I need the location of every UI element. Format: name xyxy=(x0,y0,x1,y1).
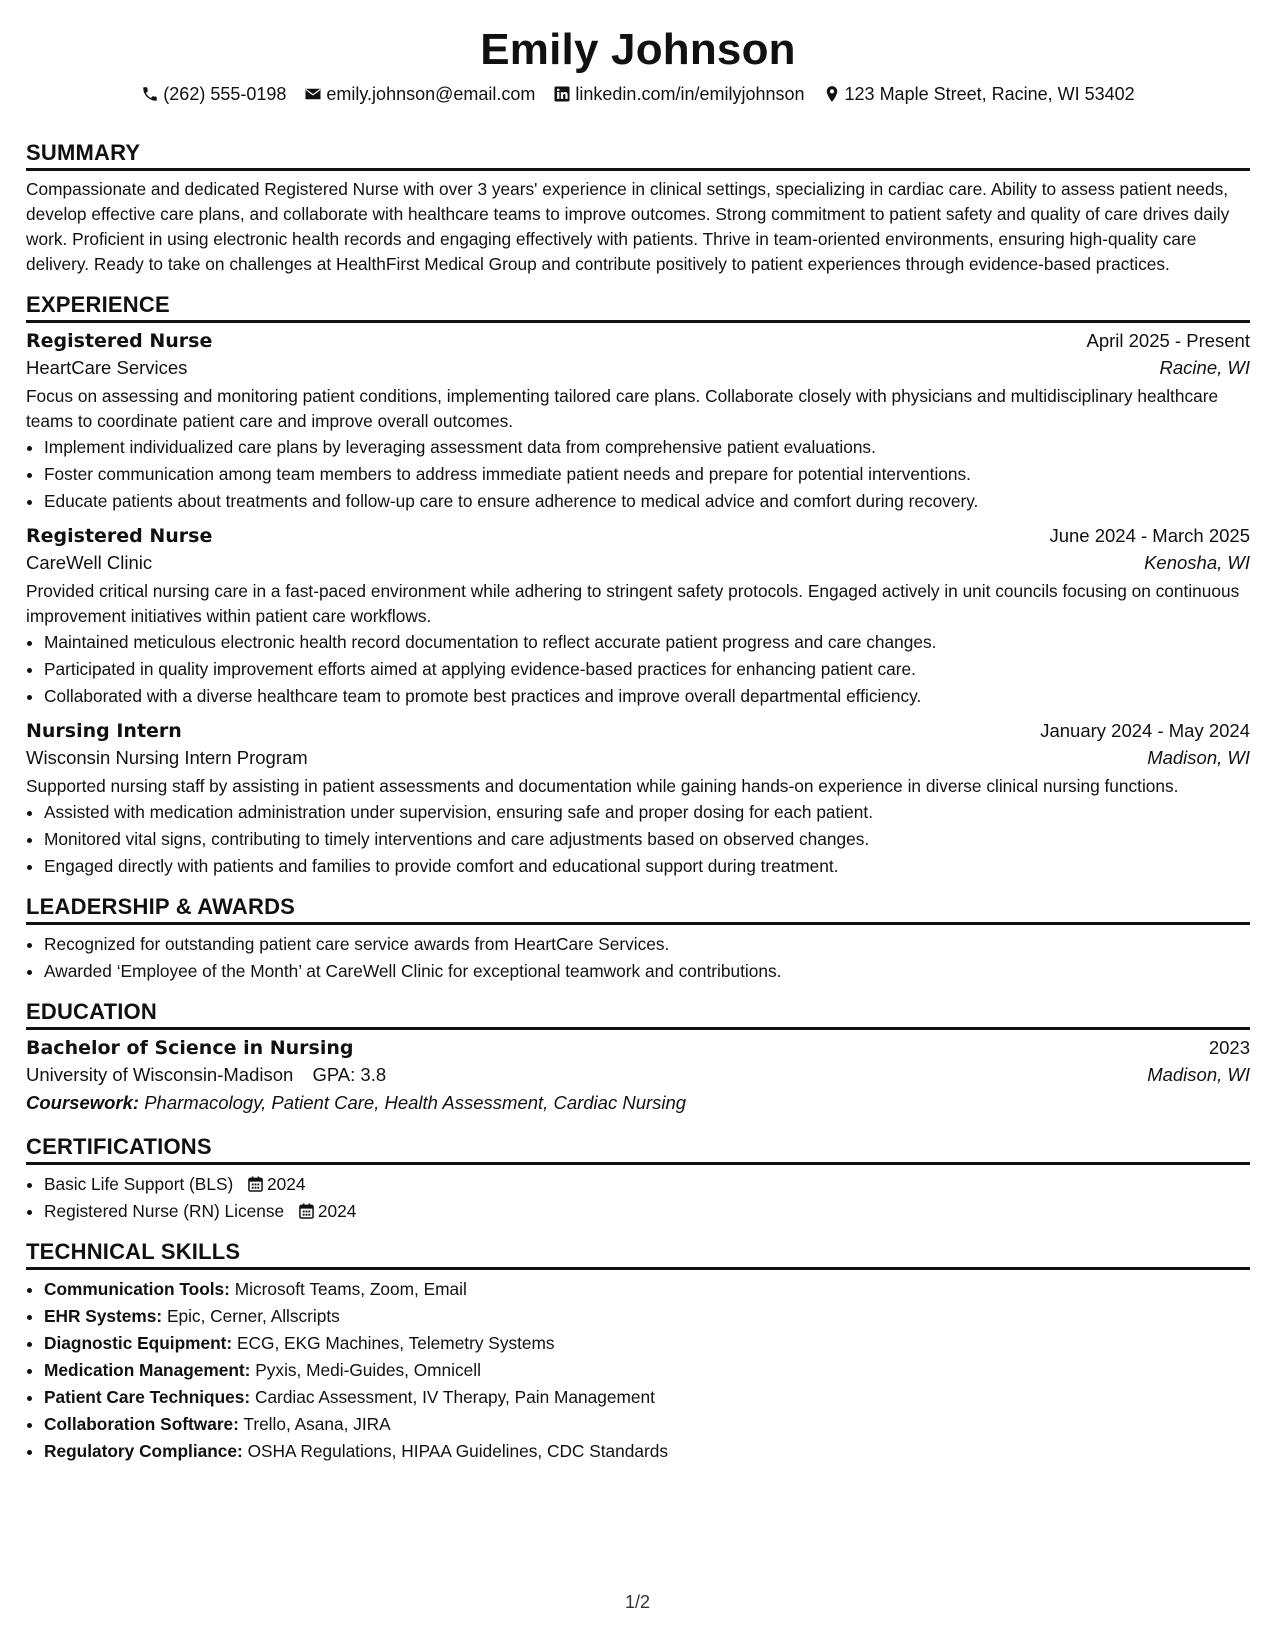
map-pin-icon xyxy=(823,85,841,103)
contact-phone[interactable] xyxy=(141,84,286,105)
entry-header xyxy=(26,330,1250,352)
list-item xyxy=(44,1198,1250,1225)
section-title-experience: EXPERIENCE xyxy=(26,290,1250,323)
list-item xyxy=(44,1411,1250,1438)
page-number: 1/2 xyxy=(624,1592,651,1612)
school-location: Madison, WI xyxy=(1147,1064,1250,1085)
job-organization: Wisconsin Nursing Intern Program xyxy=(26,747,308,768)
skills-list xyxy=(26,1276,1250,1465)
certification-name: Basic Life Support (BLS) xyxy=(44,1174,234,1194)
list-item: • Engaged directly with patients and families to provide comfort and educational support during treatment. xyxy=(44,853,1250,880)
list-item: • Recognized for outstanding patient care service awards from HeartCare Services. xyxy=(44,931,1250,958)
job-organization: CareWell Clinic xyxy=(26,552,153,573)
job-description: Supported nursing staff by assisting in patient assessments and documentation while gaining hands-on experience in diverse clinical nursing functions. xyxy=(26,776,1179,796)
skill-value: Microsoft Teams, Zoom, Email xyxy=(234,1279,467,1299)
skill-label: Communication Tools: xyxy=(44,1279,230,1299)
list-item xyxy=(44,1384,1250,1411)
list-item xyxy=(44,1330,1250,1357)
contact-address xyxy=(823,84,1135,105)
graduation-year: 2023 xyxy=(1208,1037,1250,1058)
list-item xyxy=(44,1276,1250,1303)
skill-value: Trello, Asana, JIRA xyxy=(243,1414,391,1434)
email-text: emily.johnson@email.com xyxy=(326,83,536,104)
list-item: • Collaborated with a diverse healthcare team to promote best practices and improve overall departmental efficiency. xyxy=(44,683,1250,710)
entry-subheader xyxy=(26,552,1250,574)
certification-name: Registered Nurse (RN) License xyxy=(44,1201,285,1221)
job-bullets xyxy=(26,629,1250,710)
list-item: • Educate patients about treatments and follow-up care to ensure adherence to medical advice and comfort during recovery. xyxy=(44,488,1250,515)
calendar-icon xyxy=(248,1176,263,1192)
job-description: Focus on assessing and monitoring patient conditions, implementing tailored care plans. Collaborate closely with physicians and multidisciplinary healthcare teams to coordinate patient care and improve overall outcomes. xyxy=(26,386,1219,431)
job-location: Racine, WI xyxy=(1159,357,1250,378)
linkedin-icon xyxy=(553,85,571,103)
candidate-name: Emily Johnson xyxy=(480,25,796,74)
job-dates: June 2024 - March 2025 xyxy=(1049,525,1250,546)
certification-list xyxy=(26,1171,1250,1225)
school-line xyxy=(26,1064,386,1086)
coursework-list: Pharmacology, Patient Care, Health Assessment, Cardiac Nursing xyxy=(144,1092,687,1113)
experience-entry xyxy=(26,330,1250,515)
list-item: • Foster communication among team members to address immediate patient needs and prepare for potential interventions. xyxy=(44,461,1250,488)
entry-subheader xyxy=(26,357,1250,379)
job-role: Registered Nurse xyxy=(26,525,213,547)
skill-label: Regulatory Compliance: xyxy=(44,1441,243,1461)
job-location: Kenosha, WI xyxy=(1144,552,1250,573)
phone-icon xyxy=(141,85,159,103)
envelope-icon xyxy=(304,85,322,103)
coursework-label: Coursework: xyxy=(26,1092,140,1113)
calendar-icon xyxy=(299,1203,314,1219)
section-title-education: EDUCATION xyxy=(26,997,1250,1030)
list-item: • Participated in quality improvement efforts aimed at applying evidence-based practices for enhancing patient care. xyxy=(44,656,1250,683)
school-name: University of Wisconsin-Madison xyxy=(26,1064,294,1085)
summary-text: Compassionate and dedicated Registered Nurse with over 3 years' experience in clinical settings, specializing in cardiac care. Ability to assess patient needs, develop effective care plans, and collaborate with healthcare teams to improve outcomes. Strong commitment to patient safety and quality of care drives daily work. Proficient in using electronic health records and engaging effectively with patients. Thrive in team-oriented environments, ensuring high-quality care delivery. Ready to take on challenges at HealthFirst Medical Group and contribute positively to patient experiences through evidence-based practices. xyxy=(26,179,1230,274)
section-title-skills: TECHNICAL SKILLS xyxy=(26,1237,1250,1270)
experience-section xyxy=(26,290,1250,880)
resume-page xyxy=(26,0,1250,1465)
skill-label: Patient Care Techniques: xyxy=(44,1387,251,1407)
experience-entry xyxy=(26,525,1250,710)
job-dates: January 2024 - May 2024 xyxy=(1040,720,1250,741)
gpa: GPA: 3.8 xyxy=(312,1064,387,1085)
job-organization: HeartCare Services xyxy=(26,357,188,378)
contact-linkedin[interactable] xyxy=(553,84,804,105)
section-title-summary: SUMMARY xyxy=(26,138,1250,171)
phone-text: (262) 555-0198 xyxy=(163,83,287,104)
skill-label: Medication Management: xyxy=(44,1360,251,1380)
summary-section xyxy=(26,138,1250,277)
award-bullets xyxy=(26,931,1250,985)
job-bullets xyxy=(26,799,1250,880)
education-subheader xyxy=(26,1064,1250,1086)
entry-header xyxy=(26,720,1250,742)
skill-value: ECG, EKG Machines, Telemetry Systems xyxy=(237,1333,555,1353)
job-location: Madison, WI xyxy=(1147,747,1250,768)
job-description: Provided critical nursing care in a fast-paced environment while adhering to stringent safety protocols. Engaged actively in unit councils focusing on continuous improvement initiatives within patient care workflows. xyxy=(26,581,1240,626)
list-item xyxy=(44,1438,1250,1465)
list-item: • Implement individualized care plans by leveraging assessment data from comprehensive patient evaluations. xyxy=(44,434,1250,461)
leadership-section xyxy=(26,892,1250,985)
contact-bar xyxy=(26,82,1250,106)
certifications-section xyxy=(26,1132,1250,1225)
skills-section xyxy=(26,1237,1250,1465)
skill-label: Diagnostic Equipment: xyxy=(44,1333,233,1353)
certification-year: 2024 xyxy=(267,1174,306,1194)
experience-entry xyxy=(26,720,1250,880)
address-text: 123 Maple Street, Racine, WI 53402 xyxy=(844,83,1135,104)
coursework xyxy=(26,1092,1250,1114)
skill-value: Pyxis, Medi-Guides, Omnicell xyxy=(255,1360,481,1380)
contact-email[interactable] xyxy=(304,84,535,105)
list-item xyxy=(44,1171,1250,1198)
skill-value: OSHA Regulations, HIPAA Guidelines, CDC Standards xyxy=(247,1441,668,1461)
degree-name: Bachelor of Science in Nursing xyxy=(26,1037,354,1059)
skill-value: Epic, Cerner, Allscripts xyxy=(166,1306,340,1326)
list-item xyxy=(44,1357,1250,1384)
list-item xyxy=(44,1303,1250,1330)
section-title-certifications: CERTIFICATIONS xyxy=(26,1132,1250,1165)
job-role: Nursing Intern xyxy=(26,720,182,742)
education-header xyxy=(26,1037,1250,1059)
list-item: • Assisted with medication administration under supervision, ensuring safe and proper dosing for each patient. xyxy=(44,799,1250,826)
list-item: • Awarded ‘Employee of the Month’ at CareWell Clinic for exceptional teamwork and contributions. xyxy=(44,958,1250,985)
skill-value: Cardiac Assessment, IV Therapy, Pain Management xyxy=(254,1387,655,1407)
job-role: Registered Nurse xyxy=(26,330,213,352)
skill-label: EHR Systems: xyxy=(44,1306,163,1326)
certification-year: 2024 xyxy=(317,1201,357,1221)
section-title-leadership: LEADERSHIP & AWARDS xyxy=(26,892,1250,925)
entry-header xyxy=(26,525,1250,547)
skill-label: Collaboration Software: xyxy=(44,1414,239,1434)
job-dates: April 2025 - Present xyxy=(1086,330,1250,351)
entry-subheader xyxy=(26,747,1250,769)
list-item: • Maintained meticulous electronic health record documentation to reflect accurate patient progress and care changes. xyxy=(44,629,1250,656)
job-bullets xyxy=(26,434,1250,515)
education-section xyxy=(26,997,1250,1114)
list-item: • Monitored vital signs, contributing to timely interventions and care adjustments based on observed changes. xyxy=(44,826,1250,853)
linkedin-text: linkedin.com/in/emilyjohnson xyxy=(575,83,805,104)
